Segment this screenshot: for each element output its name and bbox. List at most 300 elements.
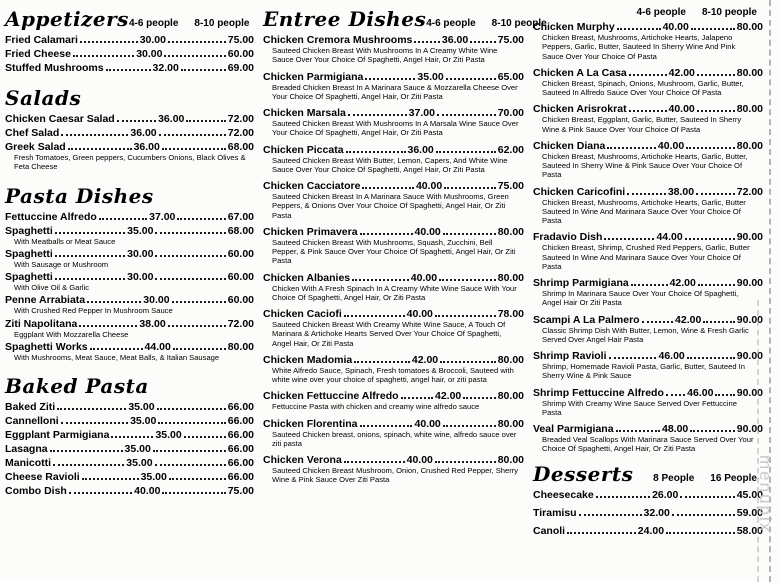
item-name: Chicken Caciofi: [263, 308, 342, 320]
item-price-large: 67.00: [227, 210, 255, 223]
item-description: Classic Shrimp Dish With Butter, Lemon, Wine & Fresh Garlic Served Over Angel Hair Pasta: [542, 325, 749, 344]
item-name: Lasagna: [5, 443, 48, 455]
item-price-small: 40.00: [406, 308, 433, 320]
item-name: Chicken Florentina: [263, 417, 358, 430]
item-price-small: 35.00: [126, 457, 153, 469]
item-price-small: 40.00: [406, 454, 433, 466]
item-description: Sauteed Chicken Breast With Butter, Lemon, Capers, And White Wine Sauce Over Your Choice Of Spaghetti, Angel Hair, Or Ziti Pasta: [272, 155, 508, 174]
dot-leader: [168, 41, 226, 43]
menu-item: [263, 144, 524, 175]
dot-leader: [436, 151, 496, 153]
item-price-small: 42.00: [435, 390, 462, 403]
menu-item-row: [263, 354, 524, 366]
left-column: [5, 5, 254, 545]
item-price-small: 37.00: [149, 210, 176, 223]
item-price-large: 60.00: [227, 48, 255, 60]
item-price-large: 90.00: [736, 277, 764, 289]
dot-leader: [53, 464, 124, 466]
dot-leader: [162, 492, 225, 494]
item-price-small: 30.00: [127, 271, 154, 283]
section-title-desserts: Desserts: [533, 461, 634, 486]
item-price-large: 80.00: [497, 353, 524, 366]
menu-item: [5, 457, 254, 469]
dot-leader: [169, 478, 226, 480]
dot-leader: [685, 238, 735, 240]
item-price-large: 66.00: [227, 443, 255, 455]
dot-leader: [470, 41, 496, 43]
dot-leader: [414, 41, 440, 43]
item-price-small: 46.00: [658, 350, 685, 362]
dot-leader: [616, 430, 660, 432]
dot-leader: [443, 425, 496, 427]
menu-item-row: [5, 127, 254, 139]
item-description: Chicken Breast, Mushrooms, Artichoke Hearts, Garlic, Butter Sauteed In Wine And Marinara Sauce Over Your Choice Of Pasta: [542, 197, 746, 225]
item-price-large: 60.00: [227, 247, 254, 260]
item-price-large: 45.00: [736, 488, 763, 501]
item-description: Sauteed Chicken Breast In A Marinara Sauce With Mushrooms, Green Peppers, & Onions Over Your Choice Of Spaghetti, Angel Hair, Or Ziti Pasta: [272, 192, 509, 220]
item-price-small: 38.00: [139, 317, 166, 330]
item-name: Fried Calamari: [5, 34, 78, 46]
item-name: Cheesecake: [533, 488, 594, 501]
item-name: Cannelloni: [5, 415, 59, 427]
section-title-entree-dishes: Entree Dishes: [263, 7, 427, 31]
menu-item-row: [5, 457, 254, 469]
item-price-large: 72.00: [227, 317, 254, 330]
menu-item-row: [5, 485, 254, 497]
item-price-large: 75.00: [227, 485, 254, 497]
item-price-large: 69.00: [227, 62, 254, 74]
dot-leader: [627, 193, 666, 195]
item-price-large: 75.00: [497, 180, 524, 192]
appetizers-header: [5, 7, 254, 31]
item-price-small: 36.00: [407, 143, 434, 156]
item-name: Fried Cheese: [5, 48, 71, 60]
menu-item: [263, 454, 524, 485]
dot-leader: [629, 110, 667, 112]
item-price-large: 90.00: [736, 386, 764, 399]
menu-item-row: [5, 225, 254, 237]
dot-leader: [686, 147, 735, 149]
menu-item-row: [533, 387, 763, 399]
dot-leader: [111, 436, 153, 438]
dot-leader: [352, 279, 409, 281]
desserts-items: [533, 489, 763, 537]
people-large-label: 16 People: [710, 472, 757, 484]
item-description: Chicken With A Fresh Spinach In A Creamy White Wine Sauce With Your Choice Of Spaghetti, Angel Hair, Or Ziti Pasta: [272, 283, 517, 302]
item-price-small: 40.00: [414, 225, 441, 238]
dot-leader: [698, 284, 735, 286]
menu-item: [533, 489, 763, 501]
dot-leader: [666, 394, 685, 396]
people-size-labels: [653, 473, 763, 484]
dot-leader: [157, 408, 226, 410]
item-price-small: 35.00: [417, 70, 444, 83]
entree-dishes-section: [263, 7, 547, 485]
item-price-large: 80.00: [736, 21, 763, 33]
item-price-small: 44.00: [656, 231, 683, 244]
dot-leader: [687, 357, 735, 359]
item-price-small: 30.00: [143, 294, 170, 307]
salads-section: [5, 86, 254, 172]
item-price-large: 72.00: [227, 127, 255, 139]
item-name: Canoli: [533, 524, 566, 537]
item-description: Fresh Tomatoes, Green peppers, Cucumbers Onions, Black Olives & Feta Cheese: [14, 153, 246, 172]
middle-column: [263, 5, 547, 545]
menu-item: [263, 180, 524, 220]
dot-leader: [162, 148, 226, 150]
dot-leader: [666, 532, 735, 534]
menu-item: [263, 418, 524, 449]
item-price-small: 46.00: [687, 386, 714, 399]
item-name: Manicotti: [5, 457, 52, 469]
menu-item: [263, 354, 524, 385]
item-price-large: 80.00: [497, 390, 524, 403]
dot-leader: [61, 134, 128, 136]
dot-leader: [437, 114, 496, 116]
dot-leader: [715, 394, 734, 396]
people-large-label: 8-10 people: [194, 18, 250, 29]
item-price-small: 40.00: [657, 139, 685, 152]
dot-leader: [117, 120, 156, 122]
dot-leader: [360, 233, 413, 235]
item-price-large: 75.00: [497, 34, 524, 46]
item-name: Shrimp Fettuccine Alfredo: [533, 386, 664, 399]
item-name: Chicken Primavera: [263, 225, 358, 238]
dot-leader: [106, 69, 151, 71]
dot-leader: [177, 218, 225, 220]
dot-leader: [697, 110, 735, 112]
dot-leader: [173, 348, 226, 350]
item-name: Stuffed Mushrooms: [5, 62, 104, 74]
dot-leader: [348, 114, 407, 116]
item-price-large: 68.00: [227, 141, 255, 153]
item-description: Shrimp, Homemade Ravioli Pasta, Garlic, Butter, Sauteed In Sherry Wine & Pink Sauce: [542, 362, 746, 381]
menu-item-row: [533, 186, 763, 198]
dot-leader: [703, 321, 734, 323]
people-small-label: 4-6 people: [636, 7, 686, 18]
item-name: Greek Salad: [5, 141, 66, 153]
menu-item: [5, 471, 254, 483]
entree-dishes-header: [263, 7, 547, 31]
menu-item: [533, 423, 763, 454]
item-description: Sauteed Chicken Breast With Creamy White Wine Sauce, A Touch Of Marinara & Artichoke Hearts Served Over Your Choice Of Spaghetti, Angel Hair, Or Ziti Pasta: [272, 320, 506, 348]
item-price-large: 80.00: [736, 103, 763, 116]
dot-leader: [155, 464, 226, 466]
item-price-small: 32.00: [643, 506, 670, 519]
item-price-small: 35.00: [140, 471, 167, 483]
dot-leader: [463, 397, 495, 399]
section-title-appetizers: Appetizers: [5, 7, 129, 31]
menu-item-row: [5, 271, 254, 283]
item-description: With Meatballs or Meat Sauce: [14, 236, 116, 246]
menu-item-row: [533, 67, 763, 79]
dot-leader: [604, 238, 654, 240]
menu-item: [533, 507, 763, 519]
item-name: Chicken Caesar Salad: [5, 113, 115, 125]
item-price-small: 35.00: [155, 429, 182, 441]
item-price-large: 66.00: [227, 429, 254, 441]
menu-item: [533, 387, 763, 418]
menu-item: [533, 103, 763, 134]
item-price-large: 72.00: [227, 113, 255, 125]
dot-leader: [155, 232, 225, 234]
entrees-continued-items: [533, 21, 763, 454]
item-description: Fettuccine Pasta with chicken and creamy wine alfredo sauce: [272, 402, 480, 412]
menu-item: [263, 107, 524, 138]
item-price-large: 80.00: [497, 454, 524, 466]
item-description: Chicken Breast, Mushrooms, Artichoke Hearts, Garlic, Butter, Sauteed In Sherry Wine & Pink Sauce Over Your Choice Of Pasta: [542, 151, 748, 180]
item-price-small: 35.00: [127, 224, 154, 237]
item-price-large: 60.00: [227, 294, 255, 307]
item-name: Chicken Diana: [533, 139, 606, 152]
menu-item-row: [5, 48, 254, 60]
dot-leader: [55, 255, 125, 257]
item-price-large: 80.00: [736, 66, 764, 79]
item-description: White Alfredo Sauce, Spinach, Fresh tomatoes & Broccoli, Sauteed with white wine over your choice of spaghetti, angel hair, or ziti pasta: [272, 365, 514, 384]
item-name: Penne Arrabiata: [5, 294, 86, 307]
desserts-section: [533, 462, 763, 537]
menu-item-row: [263, 71, 524, 83]
item-name: Chicken Fettuccine Alfredo: [263, 390, 399, 403]
item-price-small: 32.00: [152, 62, 179, 74]
item-price-small: 26.00: [652, 488, 679, 501]
item-price-small: 36.00: [133, 141, 160, 153]
item-description: With Crushed Red Pepper In Mushroom Sauce: [14, 306, 173, 316]
dot-leader: [90, 348, 143, 350]
item-price-large: 80.00: [736, 139, 764, 152]
menu-item-row: [533, 231, 763, 243]
menu-item: [5, 141, 254, 172]
item-name: Eggplant Parmigiana: [5, 429, 110, 441]
item-price-large: 75.00: [227, 34, 255, 46]
item-name: Chicken Cremora Mushrooms: [263, 34, 413, 46]
item-price-small: 42.00: [669, 277, 696, 289]
item-name: Shrimp Ravioli: [533, 350, 607, 362]
item-price-small: 36.00: [158, 113, 185, 125]
dot-leader: [691, 28, 735, 30]
menu-item: [5, 429, 254, 441]
item-name: Cheese Ravioli: [5, 471, 80, 483]
menu-item-row: [533, 350, 763, 362]
dot-leader: [680, 496, 734, 498]
item-description: Sauteed Chicken breast, onions, spinach, white wine, alfredo sauce over ziti pasta: [272, 429, 517, 448]
dot-leader: [444, 187, 495, 189]
item-price-small: 24.00: [637, 524, 665, 537]
item-name: Veal Parmigiana: [533, 423, 614, 435]
item-name: Chicken Marsala: [263, 107, 346, 119]
item-name: Chef Salad: [5, 127, 60, 139]
menu-item: [5, 113, 254, 125]
item-price-large: 72.00: [736, 185, 764, 198]
people-small-label: 4-6 people: [128, 18, 179, 29]
item-price-large: 66.00: [227, 401, 254, 413]
scan-edge-artifact: [757, 300, 759, 582]
people-small-label: 8 People: [653, 472, 695, 484]
item-price-large: 66.00: [227, 415, 255, 427]
item-name: Chicken Piccata: [263, 143, 344, 156]
menu-item-row: [5, 113, 254, 125]
menu-item: [533, 350, 763, 381]
item-name: Ziti Napolitana: [5, 317, 78, 330]
item-price-large: 80.00: [497, 225, 524, 238]
dot-leader: [360, 425, 413, 427]
menu-item: [5, 248, 254, 269]
item-description: Chicken Breast, Eggplant, Garlic, Butter, Sauteed In Sherry Wine & Pink Sauce Over Your Choice Of Pasta: [542, 115, 742, 134]
dot-leader: [446, 78, 496, 80]
item-description: Breaded Veal Scallops With Marinara Sauce Served Over Your Choice Of Spaghetti, Angel Hair, Or Ziti Pasta: [542, 435, 754, 454]
item-price-small: 40.00: [415, 180, 443, 192]
item-description: With Olive Oil & Garlic: [14, 283, 90, 292]
menu-item: [5, 211, 254, 223]
item-price-small: 30.00: [127, 247, 154, 260]
item-description: Sauteed Chicken Breast With Mushrooms In A Marsala Wine Sauce Over Your Choice Of Spaghetti, Angel Hair, Or Ziti Pasta: [272, 119, 519, 138]
item-price-small: 36.00: [130, 127, 157, 139]
dot-leader: [346, 151, 406, 153]
dot-leader: [354, 361, 410, 363]
dot-leader: [158, 422, 225, 424]
item-description: Chicken Breast, Mushrooms, Artichoke Hearts, Jalapeno Peppers, Garlic, Butter, Sauteed In Sherry Wine And Pink Sauce Over Your Choice Of Pasta: [542, 33, 736, 61]
item-price-small: 30.00: [139, 34, 166, 46]
item-description: Chicken Breast, Shrimp, Crushed Red Peppers, Garlic, Butter Sauteed In Wine And Marinara Sauce Over Your Choice Of Pasta: [542, 243, 750, 271]
item-price-small: 44.00: [144, 340, 171, 353]
dot-leader: [672, 514, 735, 516]
section-title-pasta-dishes: Pasta Dishes: [5, 183, 154, 208]
dot-leader: [401, 397, 433, 399]
dot-leader: [68, 148, 132, 150]
dot-leader: [57, 408, 126, 410]
appetizers-section: [5, 7, 254, 74]
item-price-large: 80.00: [497, 417, 525, 430]
pasta-dishes-section: [5, 184, 254, 363]
item-price-large: 58.00: [736, 524, 763, 537]
menu-item-row: [263, 107, 524, 119]
dot-leader: [69, 492, 132, 494]
item-price-large: 68.00: [227, 224, 254, 237]
item-description: Breaded Chicken Breast In A Marinara Sauce & Mozzarella Cheese Over Your Choice Of Spaghetti, Angel Hair, Or Ziti Pasta: [272, 82, 518, 101]
item-price-large: 59.00: [736, 506, 764, 519]
section-title-salads: Salads: [5, 86, 82, 110]
dot-leader: [629, 74, 667, 76]
menu-item: [5, 34, 254, 46]
dot-leader: [82, 478, 139, 480]
menu-item: [533, 21, 763, 61]
menu-item: [533, 140, 763, 180]
menu-item-row: [5, 141, 254, 153]
dot-leader: [155, 278, 225, 280]
dot-leader: [87, 301, 141, 303]
salads-header: [5, 86, 254, 110]
dot-leader: [80, 41, 138, 43]
menu-item-row: [533, 314, 763, 326]
item-price-large: 66.00: [227, 471, 255, 483]
item-description: Sauteed Chicken Breast With Mushrooms In A Creamy White Wine Sauce Over Your Choice Of Spaghetti, Angel Hair, Or Ziti Pasta: [272, 46, 498, 65]
item-description: Chicken Breast, Spinach, Onions, Mushroom, Garlic, Butter, Sauteed In Alfredo Sauce Over Your Choice Of Pasta: [542, 78, 744, 97]
menu-item: [5, 62, 254, 74]
dot-leader: [50, 450, 123, 452]
people-size-labels: [129, 18, 256, 29]
dot-leader: [365, 78, 415, 80]
dot-leader: [617, 28, 661, 30]
dot-leader: [61, 422, 128, 424]
item-price-large: 65.00: [497, 70, 524, 83]
item-price-large: 80.00: [227, 340, 254, 353]
dot-leader: [440, 361, 496, 363]
item-name: Fradavio Dish: [533, 231, 603, 244]
people-small-label: 4-6 people: [426, 18, 476, 29]
item-name: Chicken Madomia: [263, 353, 353, 366]
item-price-large: 90.00: [736, 313, 764, 326]
menu-item-row: [263, 454, 524, 466]
item-name: Spaghetti: [5, 271, 53, 283]
menu-item-row: [5, 429, 254, 441]
dot-leader: [690, 430, 734, 432]
menu-item-row: [533, 507, 763, 519]
item-price-small: 35.00: [124, 443, 151, 455]
item-name: Tiramisu: [533, 506, 577, 519]
item-name: Fettuccine Alfredo: [5, 210, 97, 223]
dot-leader: [155, 255, 225, 257]
item-price-small: 30.00: [136, 48, 163, 60]
item-price-small: 40.00: [414, 417, 441, 430]
item-price-large: 90.00: [736, 350, 764, 362]
item-name: Chicken Albanies: [263, 271, 351, 284]
menu-item: [5, 318, 254, 339]
people-large-label: 8-10 people: [491, 18, 547, 29]
item-description: Eggplant With Mozzarella Cheese: [14, 329, 129, 339]
dot-leader: [99, 218, 147, 220]
menu-item: [263, 390, 524, 411]
dot-leader: [153, 450, 226, 452]
menu-item-row: [5, 34, 254, 46]
item-price-large: 90.00: [736, 231, 763, 244]
menu-item-row: [263, 390, 524, 402]
item-price-small: 35.00: [128, 401, 155, 413]
item-name: Chicken Verona: [263, 454, 342, 466]
dot-leader: [609, 357, 657, 359]
item-price-small: 42.00: [675, 313, 702, 326]
item-name: Spaghetti: [5, 224, 53, 237]
dot-leader: [439, 279, 496, 281]
dot-leader: [164, 55, 225, 57]
dot-leader: [344, 461, 405, 463]
menu-item-row: [533, 525, 763, 537]
item-description: Shrimp In Marinara Sauce Over Your Choice Of Spaghetti, Angel Hair Or Ziti Pasta: [542, 289, 739, 308]
menu-item: [5, 294, 254, 315]
item-name: Chicken Arisrokrat: [533, 103, 627, 116]
item-name: Shrimp Parmigiana: [533, 277, 629, 289]
menu-item: [533, 231, 763, 271]
menu-item: [533, 186, 763, 226]
item-name: Baked Ziti: [5, 401, 56, 413]
item-price-small: 40.00: [134, 485, 161, 497]
menu-item: [263, 308, 524, 348]
dot-leader: [596, 496, 650, 498]
menupix-watermark: menupix: [756, 455, 775, 534]
item-price-small: 42.00: [411, 353, 439, 366]
item-price-small: 40.00: [410, 271, 438, 284]
appetizers-items: [5, 34, 254, 74]
pasta-dishes-header: [5, 184, 254, 208]
menu-item-row: [5, 443, 254, 455]
item-name: Chicken A La Casa: [533, 66, 627, 79]
menu-item-row: [5, 471, 254, 483]
dot-leader: [55, 278, 125, 280]
item-price-large: 70.00: [497, 107, 524, 119]
item-price-large: 80.00: [497, 271, 525, 284]
menu-item: [533, 314, 763, 345]
item-name: Scampi A La Palmero: [533, 313, 640, 326]
dot-leader: [344, 315, 405, 317]
